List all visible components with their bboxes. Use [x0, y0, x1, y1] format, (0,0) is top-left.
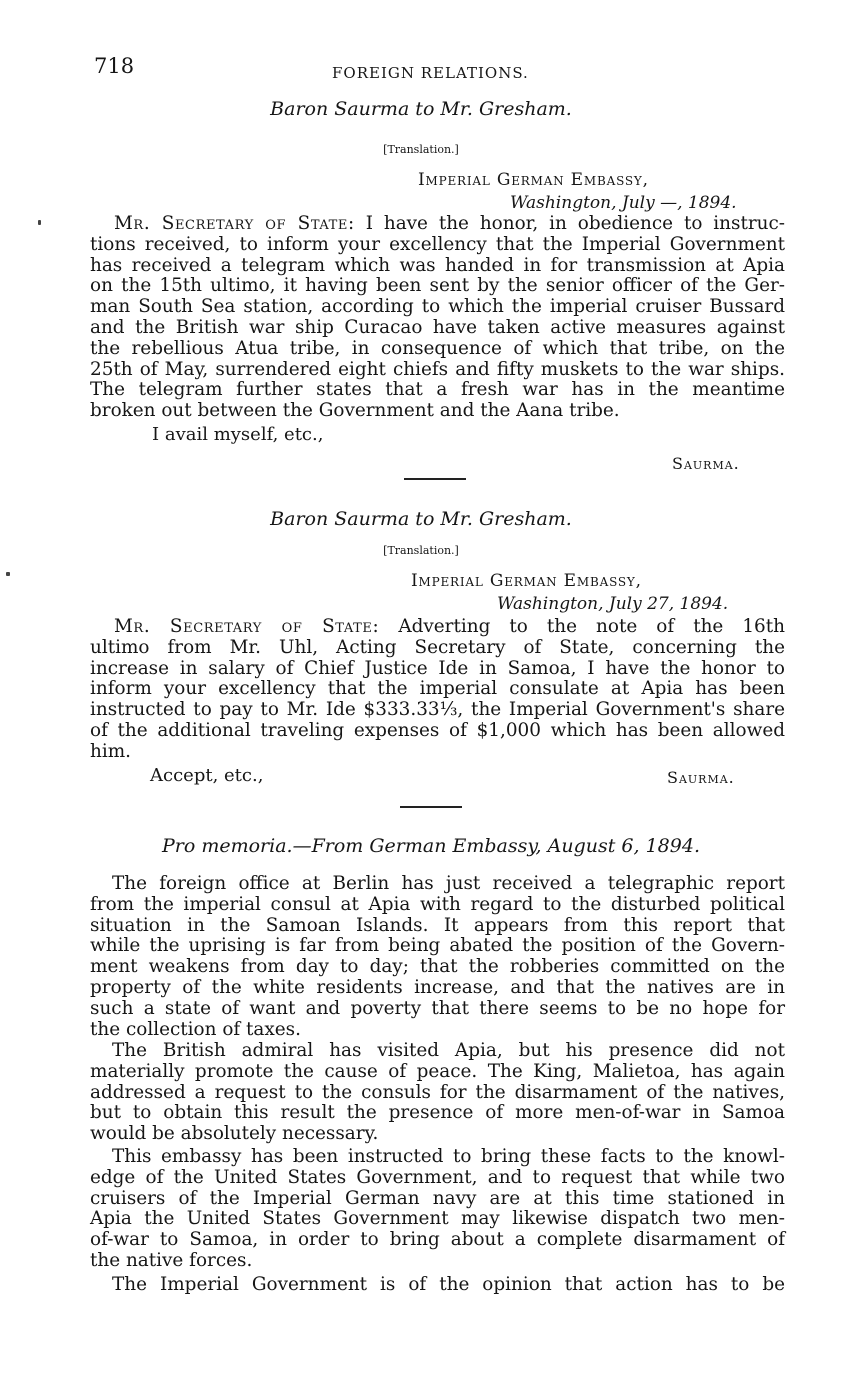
letter1-line: the rebellious Atua tribe, in consequence of which that tribe, on the	[90, 337, 785, 359]
memo-line: ment weakens from day to day; that the robberies committed on the	[90, 956, 785, 978]
section-divider	[404, 478, 466, 480]
letter1-line: man South Sea station, according to which the imperial cruiser Bussard	[90, 296, 785, 318]
memo-paragraph-2	[90, 1041, 785, 1145]
letter2-line: ultimo from Mr. Uhl, Acting Secretary of State, concerning the	[90, 636, 785, 658]
letter1-body	[90, 214, 785, 422]
memo-line: but to obtain this result the presence of more men-of-war in Samoa	[90, 1102, 785, 1124]
letter1-signature: Saurma.	[672, 454, 740, 473]
letter2-translation-note: [Translation.]	[383, 544, 459, 557]
letter1-address: Imperial German Embassy,	[418, 170, 649, 190]
letter2-line: instructed to pay to Mr. Ide $333.33⅓, the Imperial Government's share	[90, 699, 785, 721]
memo-line: Apia the United States Government may likewise dispatch two men-	[90, 1208, 785, 1230]
letter1-closing: I avail myself, etc.,	[152, 424, 324, 445]
letter2-line: increase in salary of Chief Justice Ide in Samoa, I have the honor to	[90, 657, 785, 679]
memo-line: The British admiral has visited Apia, but his presence did not	[112, 1040, 785, 1061]
margin-speck	[38, 220, 41, 225]
memo-line: addressed a request to the consuls for the disarmament of the natives,	[90, 1081, 785, 1103]
margin-speck	[6, 572, 10, 576]
memo-paragraph-3	[90, 1147, 785, 1272]
letter2-line: Mr. Secretary of State: Adverting to the note of the 16th	[114, 616, 785, 637]
letter1-line: Mr. Secretary of State: I have the honor, in obedience to instruc-	[114, 213, 785, 234]
letter2-line: of the additional traveling expenses of $1,000 which has been allowed	[90, 719, 785, 741]
letter1-line: broken out between the Government and the Aana tribe.	[90, 400, 620, 422]
memo-line: materially promote the cause of peace. The King, Malietoa, has again	[90, 1060, 785, 1082]
memo-line: situation in the Samoan Islands. It appears from this report that	[90, 914, 785, 936]
letter2-body	[90, 617, 785, 763]
memo-paragraph-1	[90, 874, 785, 1040]
letter2-line: him.	[90, 740, 132, 762]
memo-line: the collection of taxes.	[90, 1018, 301, 1040]
letter2-line: inform your excellency that the imperial consulate at Apia has been	[90, 678, 785, 700]
memo-line: property of the white residents increase, and that the natives are in	[90, 976, 785, 998]
letter2-address: Imperial German Embassy,	[411, 571, 642, 591]
memo-line: from the imperial consul at Apia with regard to the disturbed political	[90, 893, 785, 915]
letter2-closing: Accept, etc.,	[150, 765, 264, 786]
memo-line: This embassy has been instructed to bring these facts to the knowl-	[112, 1146, 785, 1167]
memo-line: would be absolutely necessary.	[90, 1123, 379, 1145]
page-number: 718	[94, 54, 135, 78]
memo-line: the native forces.	[90, 1249, 253, 1271]
letter2-date: Washington, July 27, 1894.	[497, 594, 729, 614]
letter1-line: The telegram further states that a fresh war has in the meantime	[90, 379, 785, 401]
memo-title: Pro memoria.—From German Embassy, August 6, 1894.	[162, 835, 700, 857]
letter1-line: has received a telegram which was handed in for transmission at Apia	[90, 254, 785, 276]
memo-line: The foreign office at Berlin has just received a telegraphic report	[112, 873, 785, 894]
letter1-line: 25th of May, surrendered eight chiefs and fifty muskets to the war ships.	[90, 358, 785, 380]
memo-line: The Imperial Government is of the opinion that action has to be	[112, 1274, 785, 1295]
memo-line: such a state of want and poverty that there seems to be no hope for	[90, 997, 785, 1019]
section-divider	[400, 806, 462, 808]
memo-line: cruisers of the Imperial German navy are at this time stationed in	[90, 1187, 785, 1209]
letter2-signature: Saurma.	[667, 768, 735, 787]
memo-paragraph-4	[90, 1275, 785, 1296]
letter2-salutation: Mr. Secretary of State:	[114, 616, 380, 637]
running-title: FOREIGN RELATIONS.	[332, 64, 529, 82]
memo-line: while the uprising is far from being abated the position of the Govern-	[90, 935, 785, 957]
letter1-line: and the British war ship Curacao have taken active measures against	[90, 316, 785, 338]
letter2-title: Baron Saurma to Mr. Gresham.	[270, 508, 572, 530]
letter1-line: on the 15th ultimo, it having been sent by the senior officer of the Ger-	[90, 275, 785, 297]
letter1-title: Baron Saurma to Mr. Gresham.	[270, 98, 572, 120]
letter1-translation-note: [Translation.]	[383, 143, 459, 156]
memo-line: edge of the United States Government, and to request that while two	[90, 1166, 785, 1188]
memo-line: of-war to Samoa, in order to bring about a complete disarmament of	[90, 1229, 785, 1251]
letter1-salutation: Mr. Secretary of State:	[114, 213, 355, 234]
letter1-date: Washington, July —, 1894.	[510, 193, 737, 213]
letter1-line: tions received, to inform your excellency that the Imperial Government	[90, 233, 785, 255]
